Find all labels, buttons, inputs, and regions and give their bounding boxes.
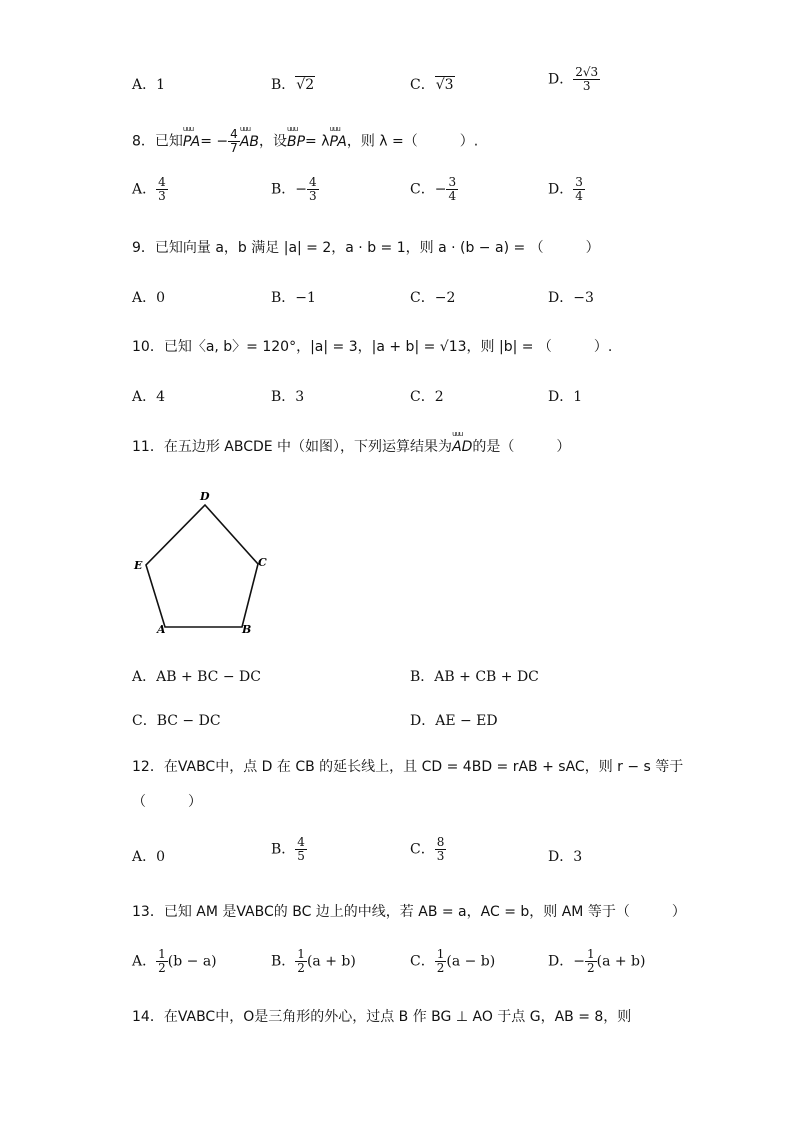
q12-option-a[interactable]: A．0 [132, 849, 166, 865]
option-value: √3 [435, 77, 454, 93]
q7-option-d[interactable] [548, 66, 600, 93]
vertex-label-a: A [157, 623, 166, 636]
q11-option-b[interactable]: B．AB + CB + DC [410, 669, 539, 685]
q9-option-a[interactable]: A．0 [132, 290, 166, 306]
q7-option-c[interactable] [410, 74, 455, 94]
vertex-label-c: C [258, 556, 267, 569]
q14-stem: 14．在VABC中，O是三角形的外心，过点 B 作 BG ⊥ AO 于点 G，AB = 8，则 [132, 1009, 632, 1025]
q11-stem: 11．在五边形 ABCDE 中（如图），下列运算结果为uuu AD的是（ ） [132, 436, 570, 456]
q8-option-a[interactable]: A． $\frac{4}{3}$ [132, 175, 166, 203]
q7-option-a[interactable] [132, 74, 165, 94]
vertex-label-e: E [134, 559, 143, 572]
vertex-label-d: D [200, 490, 210, 503]
pentagon-shape [146, 505, 258, 627]
q10-option-c[interactable]: C．2 [410, 389, 444, 405]
q8-stem: 8．已知uuu PA= − $\frac{4}{7}$ uuu AB，设uuu BP= λuuu PA，则 λ =（ ）. [132, 128, 478, 155]
option-label: D． [548, 71, 574, 88]
q12-option-b[interactable]: B． $\frac{4}{5}$ [271, 835, 305, 863]
q10-option-d[interactable]: D．1 [548, 389, 583, 405]
q13-option-a[interactable]: A． $\frac{1}{2}$ (b − a) [132, 947, 217, 975]
q10-option-b[interactable]: B．3 [271, 389, 305, 405]
q9-stem: 9．已知向量 a，b 满足 |a| = 2，a · b = 1，则 a · (b − a) = （ ） [132, 240, 600, 256]
fraction: $\frac{2√3}{3}$ [575, 65, 599, 93]
q10-stem: 10．已知〈a, b〉= 120°，|a| = 3，|a + b| = √13，则 |b| = （ ）. [132, 339, 613, 355]
q12-option-d[interactable]: D．3 [548, 849, 583, 865]
q8-option-c[interactable]: C．− $\frac{3}{4}$ [410, 175, 457, 203]
vertex-label-b: B [242, 623, 252, 636]
q8-option-b[interactable]: B．− $\frac{4}{3}$ [271, 175, 317, 203]
option-text: A．1 [132, 77, 166, 93]
q9-option-c[interactable]: C．−2 [410, 290, 456, 306]
q11-option-a[interactable]: A．AB + BC − DC [132, 669, 261, 685]
q13-option-c[interactable]: C． $\frac{1}{2}$ (a − b) [410, 947, 496, 975]
q12-stem: 12．在VABC中，点 D 在 CB 的延长线上，且 CD = 4BD = rAB + sAC，则 r − s 等于 [132, 759, 684, 775]
q12-answer-paren: （ ） [132, 794, 202, 810]
q13-option-b[interactable]: B． $\frac{1}{2}$ (a + b) [271, 947, 356, 975]
q13-option-d[interactable]: D．− $\frac{1}{2}$ (a + b) [548, 947, 646, 975]
q8-option-d[interactable]: D． $\frac{3}{4}$ [548, 175, 583, 203]
option-label: B． [271, 77, 296, 93]
option-label: C． [410, 77, 435, 93]
q11-option-c[interactable]: C．BC − DC [132, 713, 221, 729]
q7-option-b[interactable] [271, 74, 315, 94]
q9-option-b[interactable]: B．−1 [271, 290, 316, 306]
q11-option-d[interactable]: D．AE − ED [410, 713, 498, 729]
q10-option-a[interactable]: A．4 [132, 389, 166, 405]
q12-option-c[interactable]: C． $\frac{8}{3}$ [410, 835, 445, 863]
pentagon-figure [128, 485, 278, 640]
option-value: √2 [296, 77, 315, 93]
q9-option-d[interactable]: D．−3 [548, 290, 594, 306]
q13-stem: 13．已知 AM 是VABC的 BC 边上的中线，若 AB = a，AC = b，则 AM 等于（ ） [132, 904, 686, 920]
